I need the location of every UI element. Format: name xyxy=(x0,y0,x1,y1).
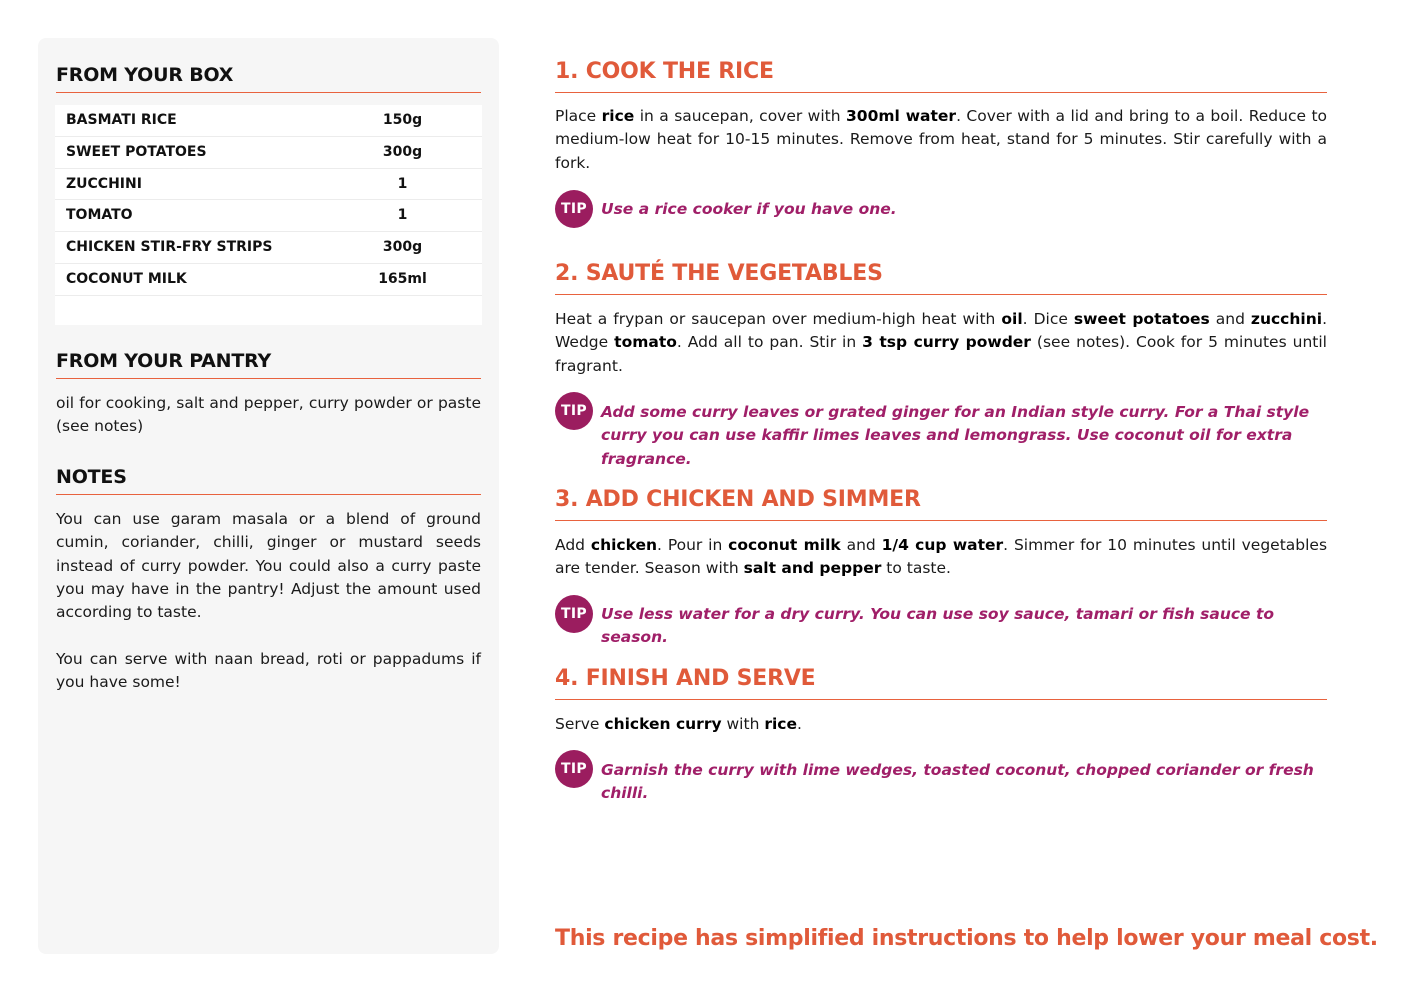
notes-heading: NOTES xyxy=(56,466,481,495)
tip-badge: TIP xyxy=(555,392,593,430)
ingredient-qty: 300g xyxy=(382,143,423,160)
box-ingredients-table xyxy=(55,105,482,325)
from-your-pantry-heading: FROM YOUR PANTRY xyxy=(56,350,481,379)
footer-note: This recipe has simplified instructions to help lower your meal cost. xyxy=(555,926,1378,951)
tip-badge: TIP xyxy=(555,595,593,633)
tip-badge: TIP xyxy=(555,750,593,788)
ingredient-name: SWEET POTATOES xyxy=(66,143,207,160)
step-4-text: Serve chicken curry with rice. xyxy=(555,715,802,733)
step-4-heading: 4. FINISH AND SERVE xyxy=(555,666,1327,700)
table-row xyxy=(55,232,482,264)
pantry-text: oil for cooking, salt and pepper, curry powder or paste (see notes) xyxy=(56,394,481,436)
ingredient-name: CHICKEN STIR-FRY STRIPS xyxy=(66,239,273,256)
table-row xyxy=(55,169,482,201)
step-1-text: Place rice in a saucepan, cover with 300ml water. Cover with a lid and bring to a boil. Reduce to medium-low heat for 10-15 minutes. Remove from heat, stand for 5 minutes. Stir carefully with a fork. xyxy=(555,107,1328,172)
step-1-tip: Use a rice cooker if you have one. xyxy=(601,200,897,218)
ingredient-name: COCONUT MILK xyxy=(66,270,187,287)
ingredient-qty: 165ml xyxy=(378,270,427,287)
step-3-text: Add chicken. Pour in coconut milk and 1/4 cup water. Simmer for 10 minutes until vegetables are tender. Season with salt and pepper to taste. xyxy=(555,536,1328,578)
table-row xyxy=(55,264,482,296)
step-1-heading: 1. COOK THE RICE xyxy=(555,59,1327,93)
ingredient-name: ZUCCHINI xyxy=(66,175,142,192)
ingredients-panel xyxy=(38,38,499,954)
notes-paragraph-2: You can serve with naan bread, roti or pappadums if you have some! xyxy=(56,650,481,692)
step-3-heading: 3. ADD CHICKEN AND SIMMER xyxy=(555,487,1327,521)
step-2-tip: Add some curry leaves or grated ginger for an Indian style curry. For a Thai style curry you can use kaffir limes leaves and lemongrass. Use coconut oil for extra fragrance. xyxy=(601,403,1310,468)
ingredient-qty: 1 xyxy=(397,175,408,192)
table-row xyxy=(55,137,482,169)
table-row xyxy=(55,200,482,232)
table-row xyxy=(55,105,482,137)
notes-paragraph-1: You can use garam masala or a blend of ground cumin, coriander, chilli, ginger or mustard seeds instead of curry powder. You could also a curry paste you may have in the pantry! Adjust the amount used according to taste. xyxy=(56,510,481,622)
tip-badge: TIP xyxy=(555,190,593,228)
ingredient-qty: 150g xyxy=(382,112,423,128)
step-2-heading: 2. SAUTÉ THE VEGETABLES xyxy=(555,261,1327,295)
ingredient-qty: 1 xyxy=(397,207,408,224)
ingredient-name: BASMATI RICE xyxy=(66,112,177,128)
step-2-text: Heat a frypan or saucepan over medium-high heat with oil. Dice sweet potatoes and zucchini. Wedge tomato. Add all to pan. Stir in 3 tsp curry powder (see notes). Cook for 5 minutes until fragrant. xyxy=(555,310,1327,375)
ingredient-name: TOMATO xyxy=(66,207,133,224)
step-4-tip: Garnish the curry with lime wedges, toasted coconut, chopped coriander or fresh chilli. xyxy=(601,761,1314,803)
ingredient-qty: 300g xyxy=(382,239,423,256)
from-your-box-heading: FROM YOUR BOX xyxy=(56,64,481,93)
step-3-tip: Use less water for a dry curry. You can use soy sauce, tamari or fish sauce to season. xyxy=(601,605,1275,647)
